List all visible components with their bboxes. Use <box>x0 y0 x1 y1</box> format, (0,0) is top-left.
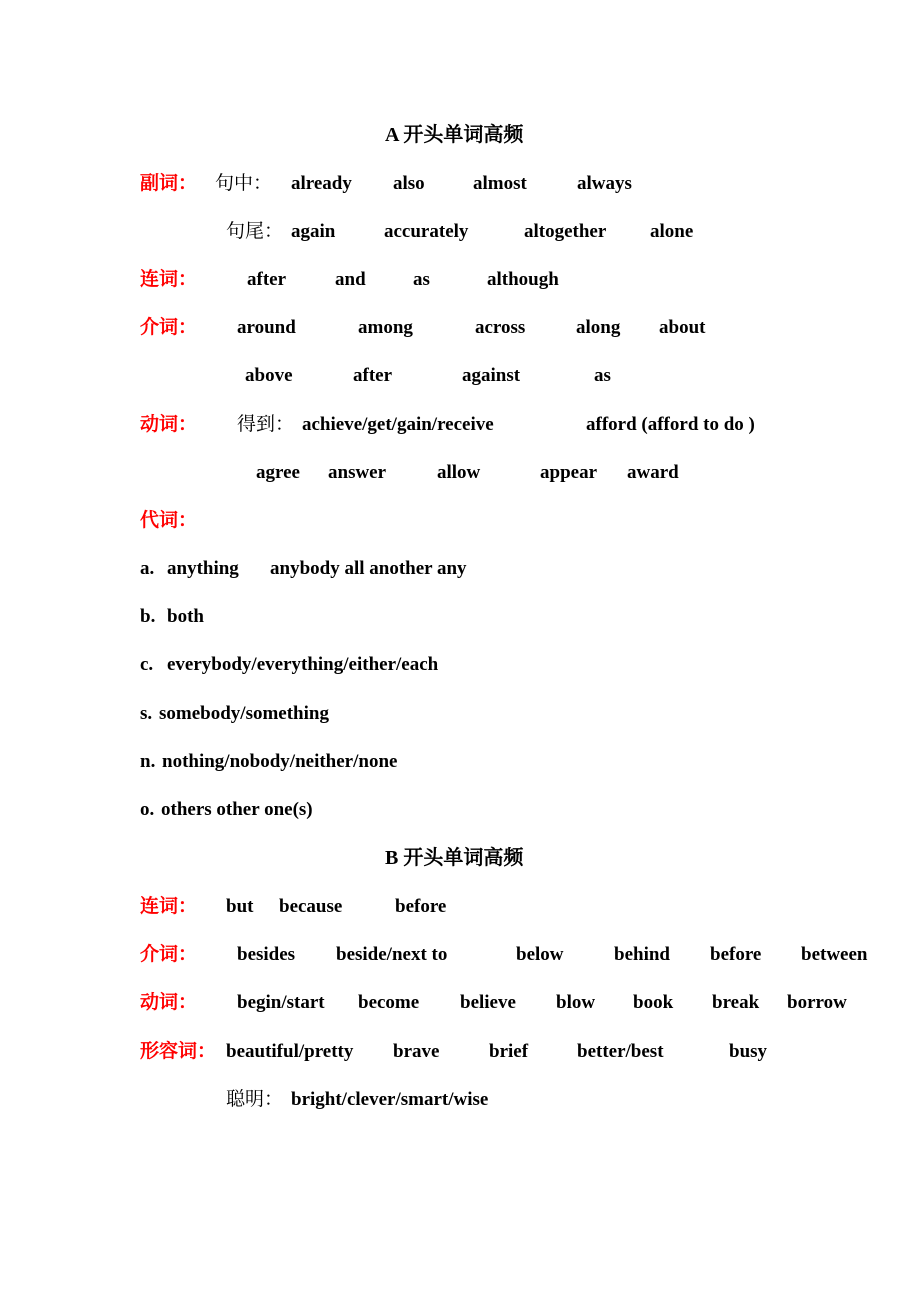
pronoun-letter: c. <box>140 654 154 675</box>
word: as <box>413 269 430 290</box>
adverbs-mid-prefix: 句中： <box>215 173 273 194</box>
word: answer <box>328 462 387 483</box>
pronoun-letter: a. <box>140 558 155 579</box>
word: across <box>475 317 526 338</box>
pronoun-text: anybody all another any <box>270 558 467 579</box>
word: believe <box>460 992 516 1013</box>
adjectives-smart-words: bright/clever/smart/wise <box>291 1089 489 1110</box>
verbs-get-words: achieve/get/gain/receive <box>302 414 494 435</box>
word: between <box>801 944 868 965</box>
section-a-title: A 开头单词高频 <box>385 124 524 146</box>
word: award <box>627 462 679 483</box>
word: busy <box>729 1041 768 1062</box>
word: around <box>237 317 296 338</box>
pronoun-text: somebody/something <box>159 703 329 724</box>
word: better/best <box>577 1041 664 1062</box>
word: book <box>633 992 674 1013</box>
word: besides <box>237 944 296 965</box>
word: above <box>245 365 293 386</box>
pronoun-letter: o. <box>140 799 155 820</box>
adjectives-smart-prefix: 聪明： <box>226 1089 284 1110</box>
word: behind <box>614 944 670 965</box>
word: before <box>710 944 762 965</box>
word: as <box>594 365 611 386</box>
b-verbs-label: 动词： <box>140 992 198 1013</box>
word: against <box>462 365 521 386</box>
pronoun-text: everybody/everything/either/each <box>167 654 439 675</box>
word: before <box>395 896 447 917</box>
pronoun-letter: s. <box>140 703 153 724</box>
section-b-title: B 开头单词高频 <box>385 847 524 869</box>
word: allow <box>437 462 481 483</box>
pronoun-text: both <box>167 606 204 627</box>
word: alone <box>650 221 694 242</box>
pronoun-letter: n. <box>140 751 156 772</box>
word: already <box>291 173 352 194</box>
conjunctions-label: 连词： <box>140 269 198 290</box>
word: beautiful/pretty <box>226 1041 354 1062</box>
word: altogether <box>524 221 607 242</box>
word: below <box>516 944 564 965</box>
verbs-afford: afford (afford to do ) <box>586 414 755 435</box>
word: about <box>659 317 706 338</box>
word: brief <box>489 1041 529 1062</box>
adverbs-label: 副词： <box>140 173 198 194</box>
word: again <box>291 221 336 242</box>
word: always <box>577 173 632 194</box>
pronoun-letter: b. <box>140 606 156 627</box>
word: accurately <box>384 221 469 242</box>
pronoun-text: anything <box>167 558 239 579</box>
word: among <box>358 317 413 338</box>
pronoun-text: others other one(s) <box>161 799 313 820</box>
b-adjectives-label: 形容词： <box>140 1041 217 1062</box>
word: along <box>576 317 621 338</box>
verbs-label: 动词： <box>140 414 198 435</box>
word: appear <box>540 462 597 483</box>
word: brave <box>393 1041 440 1062</box>
pronoun-text: nothing/nobody/neither/none <box>162 751 398 772</box>
word: agree <box>256 462 300 483</box>
b-conjunctions-label: 连词： <box>140 896 198 917</box>
b-prepositions-label: 介词： <box>140 944 198 965</box>
word: after <box>247 269 287 290</box>
verbs-get-prefix: 得到： <box>237 414 295 435</box>
word: after <box>353 365 393 386</box>
word: borrow <box>787 992 847 1013</box>
prepositions-label: 介词： <box>140 317 198 338</box>
word: although <box>487 269 559 290</box>
word: become <box>358 992 420 1013</box>
word: almost <box>473 173 527 194</box>
word: and <box>335 269 366 290</box>
word: break <box>712 992 760 1013</box>
word: blow <box>556 992 596 1013</box>
word: also <box>393 173 425 194</box>
pronouns-label: 代词： <box>140 510 198 531</box>
word: but <box>226 896 254 917</box>
word: beside/next to <box>336 944 448 965</box>
word: because <box>279 896 343 917</box>
adverbs-end-prefix: 句尾： <box>226 221 284 242</box>
word: begin/start <box>237 992 325 1013</box>
